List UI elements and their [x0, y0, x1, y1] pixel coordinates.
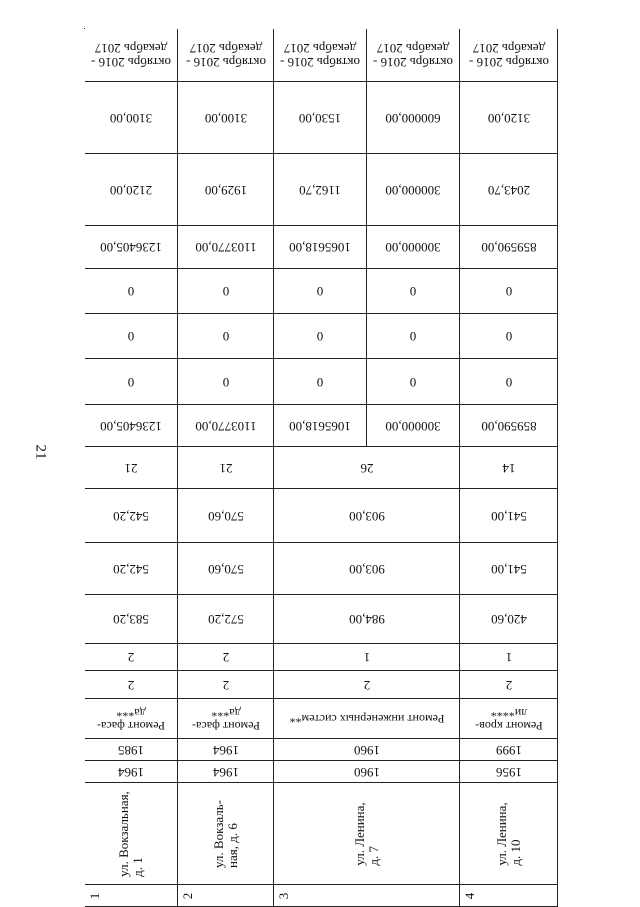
value-text: 1103770,00 [194, 240, 257, 255]
cell-col6 [178, 671, 274, 699]
page-number: 21 [32, 444, 49, 460]
cell-col15a [274, 269, 367, 314]
cell-col18b [367, 82, 460, 154]
cell-col7 [460, 644, 558, 671]
cell-col6 [460, 671, 558, 699]
cell-col7 [178, 644, 274, 671]
cell-col14 [460, 314, 558, 359]
value-text: 1065618,00 [289, 418, 351, 434]
cell-col14 [178, 314, 274, 359]
value-text: 984,00 [348, 612, 385, 627]
value-text: 14 [502, 460, 515, 476]
cell-col10 [460, 489, 558, 543]
value-text: 2 [180, 892, 195, 899]
value-text: 0 [222, 329, 229, 344]
cell-col18 [85, 82, 178, 154]
value-text: 570,60 [207, 561, 244, 577]
work-type-text: Ремонт инженерных систем** [289, 711, 444, 726]
row-number-4 [460, 885, 558, 907]
value-text: 1956 [495, 764, 522, 780]
cell-col14b [367, 314, 460, 359]
cell-year-repair [178, 739, 274, 761]
value-text: 0 [505, 329, 512, 344]
value-text: 1 [363, 650, 370, 665]
cell-col10 [274, 489, 460, 543]
value-text: 420,60 [490, 612, 527, 627]
cell-col16 [460, 226, 558, 269]
cell-col18 [460, 82, 558, 154]
cell-address [178, 783, 274, 885]
value-text: 1964 [212, 764, 239, 780]
value-text: 541,00 [490, 508, 527, 524]
value-text: 903,00 [348, 508, 385, 524]
cell-col17a [274, 154, 367, 226]
cell-col11 [274, 447, 460, 489]
value-text: 2 [505, 677, 512, 693]
value-text: 21 [124, 460, 138, 476]
cell-col18 [178, 82, 274, 154]
cell-year-repair [274, 739, 460, 761]
value-text: 4 [462, 892, 477, 899]
value-text: 0 [316, 329, 324, 344]
value-text: 2 [222, 650, 229, 665]
value-text: 903,00 [348, 561, 385, 577]
period-text: октябрь 2016 - декабрь 2017 [90, 41, 172, 70]
value-text: 0 [222, 284, 229, 299]
value-text: 600000,00 [385, 110, 441, 126]
cell-col12b [367, 405, 460, 447]
cell-col15 [85, 269, 178, 314]
cell-col15 [460, 269, 558, 314]
address-text: ул. Ленина, д. 10 [493, 801, 523, 866]
value-text: 3 [276, 892, 291, 899]
cell-col9 [274, 543, 460, 595]
value-text: 0 [505, 284, 512, 299]
cell-address [85, 783, 178, 885]
cell-work-type [274, 699, 460, 739]
row-numbers [85, 885, 558, 907]
cell-work-type [178, 699, 274, 739]
cell-period [85, 29, 178, 82]
cell-year-built [178, 761, 274, 783]
value-text: 0 [127, 329, 135, 344]
value-text: 3120,00 [487, 110, 530, 126]
cell-col11 [178, 447, 274, 489]
cell-col11 [460, 447, 558, 489]
value-text: 572,20 [207, 612, 244, 627]
cell-col12 [85, 405, 178, 447]
cell-col17 [85, 154, 178, 226]
value-text: 300000,00 [385, 418, 441, 434]
cell-col16b [367, 226, 460, 269]
cell-col11 [85, 447, 178, 489]
value-text: 1 [87, 892, 102, 899]
value-text: 2 [127, 650, 135, 665]
table-row-3 [274, 29, 460, 885]
cell-col8 [460, 595, 558, 644]
value-text: 1 [505, 650, 512, 665]
value-text: 2 [363, 677, 370, 693]
period-text: октябрь 2016 - декабрь 2017 [468, 41, 549, 70]
cell-year-repair [460, 739, 558, 761]
cell-year-built [85, 761, 178, 783]
cell-col7 [85, 644, 178, 671]
cell-col10 [178, 489, 274, 543]
table-row-4 [460, 29, 558, 885]
value-text: 21 [219, 460, 232, 476]
cell-col14 [85, 314, 178, 359]
cell-col9 [460, 543, 558, 595]
value-text: 0 [316, 284, 324, 299]
table-row-1 [85, 29, 178, 885]
cell-work-type [460, 699, 558, 739]
value-text: 2120,00 [109, 182, 153, 198]
value-text: 1985 [118, 742, 144, 758]
value-text: 1162,70 [299, 182, 341, 198]
cell-year-built [460, 761, 558, 783]
period-text: октябрь 2016 - декабрь 2017 [185, 41, 266, 70]
cell-col8 [274, 595, 460, 644]
cell-col13a [274, 359, 367, 405]
cell-col13 [460, 359, 558, 405]
cell-col16 [85, 226, 178, 269]
value-text: 1530,00 [298, 110, 342, 126]
cell-col9 [178, 543, 274, 595]
table-row-2 [178, 29, 274, 885]
value-text: 859590,00 [480, 418, 537, 434]
cell-col7 [274, 644, 460, 671]
value-text: 542,20 [113, 561, 149, 577]
value-text: 1236405,00 [100, 240, 162, 255]
value-text: 541,00 [490, 561, 527, 577]
cell-col10 [85, 489, 178, 543]
value-text: 1236405,00 [100, 418, 162, 434]
work-type-text: Ремонт фаса- да*** [191, 705, 260, 733]
work-type-text: Ремонт кров- ли**** [474, 705, 543, 733]
cell-col17 [460, 154, 558, 226]
value-text: 300000,00 [385, 240, 441, 255]
cell-period [460, 29, 558, 82]
value-text: 1964 [118, 764, 144, 780]
value-text: 0 [505, 374, 512, 390]
period-text: октябрь 2016 - декабрь 2017 [279, 41, 361, 70]
cell-work-type [85, 699, 178, 739]
value-text: 1964 [212, 742, 239, 758]
value-text: 0 [409, 329, 417, 344]
value-text: 1929,00 [204, 182, 247, 198]
value-text: 0 [316, 374, 324, 390]
cell-col13 [178, 359, 274, 405]
value-text: 2 [127, 677, 135, 693]
value-text: 0 [409, 284, 417, 299]
value-text: 570,60 [207, 508, 244, 524]
value-text: 2 [222, 677, 229, 693]
cell-col17b [367, 154, 460, 226]
value-text: 3100,00 [109, 110, 153, 126]
value-text: 0 [127, 284, 135, 299]
cell-col6 [85, 671, 178, 699]
work-type-text: Ремонт фаса- да*** [97, 705, 165, 733]
value-text: 583,20 [113, 612, 149, 627]
value-text: 1999 [495, 742, 522, 758]
cell-col15 [178, 269, 274, 314]
cell-col15b [367, 269, 460, 314]
value-text: 0 [127, 374, 135, 390]
cell-col13b [367, 359, 460, 405]
cell-col8 [85, 595, 178, 644]
row-number-2 [178, 885, 274, 907]
cell-period [367, 29, 460, 82]
address-text: ул. Вокзаль- ная, д. 6 [210, 799, 240, 868]
value-text: 300000,00 [385, 182, 441, 198]
value-text: 1960 [353, 764, 380, 780]
address-text: ул. Ленина, д. 7 [351, 801, 381, 866]
cell-col12 [178, 405, 274, 447]
row-number-3 [274, 885, 460, 907]
cell-col12a [274, 405, 367, 447]
value-text: 1960 [353, 742, 380, 758]
value-text: 3100,00 [204, 110, 247, 126]
value-text: 2043,70 [487, 182, 530, 198]
value-text: 859590,00 [480, 240, 537, 255]
cell-col9 [85, 543, 178, 595]
cell-col16a [274, 226, 367, 269]
repair-plan-table [84, 28, 549, 899]
value-text: 1065618,00 [289, 240, 351, 255]
cell-address [460, 783, 558, 885]
cell-year-repair [85, 739, 178, 761]
value-text: 542,20 [113, 508, 149, 524]
period-text: октябрь 2016 - декабрь 2017 [372, 41, 454, 70]
cell-col16 [178, 226, 274, 269]
cell-period [178, 29, 274, 82]
address-text: ул. Вокзальная, д. 1 [116, 790, 145, 877]
cell-col13 [85, 359, 178, 405]
value-text: 26 [360, 460, 373, 476]
cell-col6 [274, 671, 460, 699]
cell-col17 [178, 154, 274, 226]
row-number-1 [85, 885, 178, 907]
value-text: 0 [409, 374, 417, 390]
value-text: 1103770,00 [194, 418, 257, 434]
cell-col14a [274, 314, 367, 359]
cell-address [274, 783, 460, 885]
cell-year-built [274, 761, 460, 783]
cell-period [274, 29, 367, 82]
cell-col12 [460, 405, 558, 447]
cell-col8 [178, 595, 274, 644]
value-text: 0 [222, 374, 229, 390]
cell-col18a [274, 82, 367, 154]
